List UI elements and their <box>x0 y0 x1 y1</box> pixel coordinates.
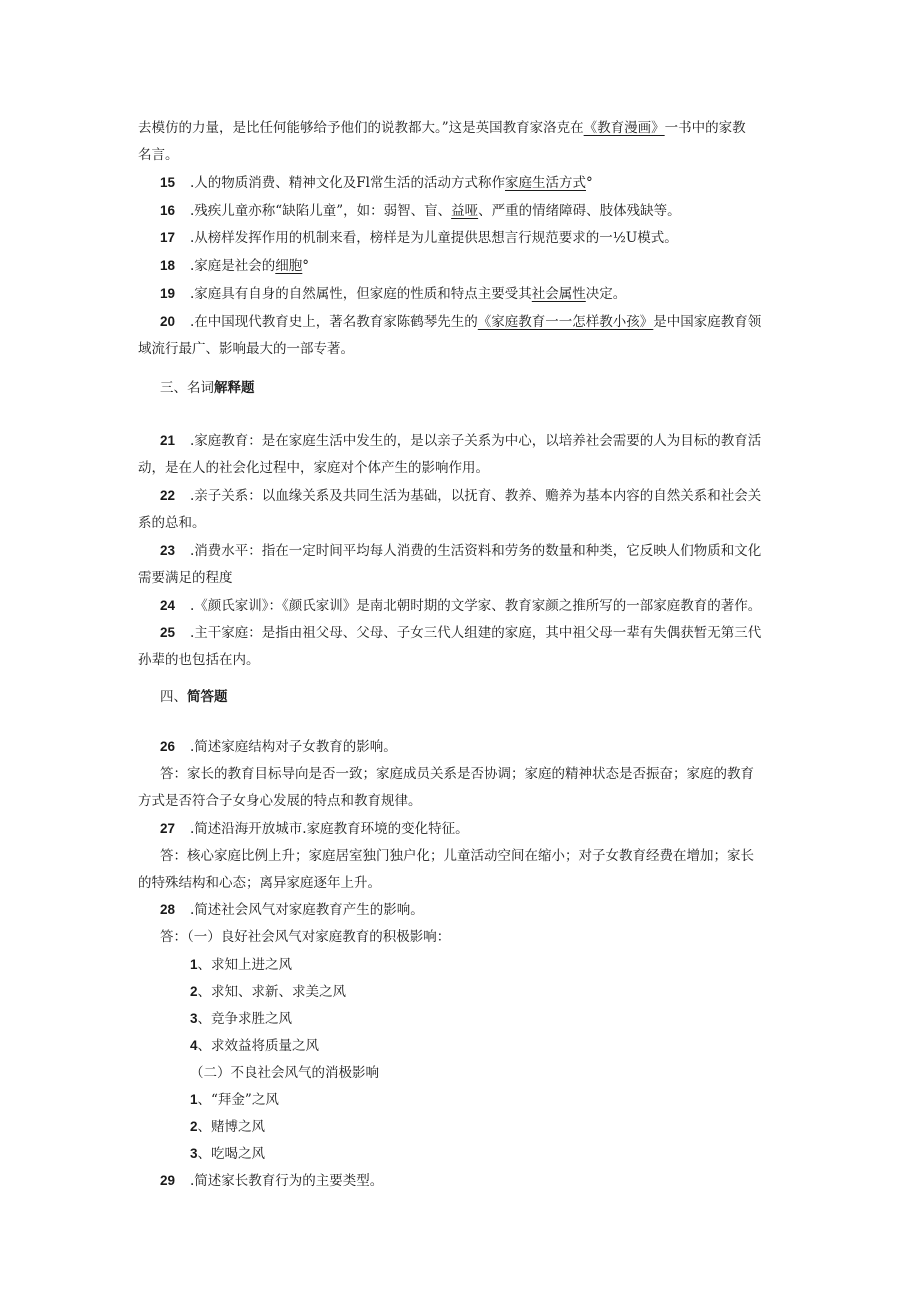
item-number: 27 <box>160 821 176 836</box>
list-number: 2 <box>190 984 198 999</box>
list-number: 4 <box>190 1038 198 1053</box>
item-text: .人的物质消费、精神文化及Fl常生活的活动方式称作 <box>190 175 505 191</box>
answer-27-line-1: 答：核心家庭比例上升；家庭居室独门独户化；儿童活动空间在缩小；对子女教育经费在增加；家长 <box>160 848 754 864</box>
item-number: 23 <box>160 543 176 558</box>
question-26 <box>160 737 397 757</box>
book-title-underlined: 《教育漫画》 <box>583 120 665 136</box>
question-29 <box>160 1171 383 1191</box>
def-22-line-2: 系的总和。 <box>138 515 206 531</box>
answer-26-line-1: 答：家长的教育目标导向是否一致；家庭成员关系是否协调；家庭的精神状态是否振奋；家庭的教育 <box>160 766 754 782</box>
item-number: 19 <box>160 286 176 301</box>
positive-item-4 <box>190 1036 319 1056</box>
item-19 <box>160 284 626 304</box>
item-number: 26 <box>160 739 176 754</box>
list-text: 、赌博之风 <box>197 1119 266 1135</box>
list-number: 3 <box>190 1011 198 1026</box>
question-text: .简述社会风气对家庭教育产生的影响。 <box>190 902 424 918</box>
list-number: 3 <box>190 1146 198 1161</box>
intro-text-end: 一书中的家教 <box>664 120 746 136</box>
list-text: 、求效益将质量之风 <box>197 1038 320 1054</box>
item-15 <box>160 173 593 193</box>
answer-underlined: 家庭生活方式 <box>504 175 586 191</box>
section-title-bold: 解释题 <box>214 380 255 396</box>
item-text-end: ° <box>585 175 593 191</box>
item-text: .亲子关系：以血缘关系及共同生活为基础，以抚育、教养、赡养为基本内容的自然关系和社会关 <box>190 488 762 504</box>
answer-underlined: 益哑 <box>451 203 479 219</box>
negative-item-1 <box>190 1090 279 1110</box>
item-text: .家庭是社会的 <box>190 258 276 274</box>
section-title-bold: 简答题 <box>187 689 228 705</box>
intro-line-1 <box>138 118 746 138</box>
answer-28-head: 答：（一）良好社会风气对家庭教育的积极影响： <box>160 929 451 945</box>
answer-underlined: 细胞 <box>275 258 303 274</box>
question-27 <box>160 819 469 839</box>
item-number: 20 <box>160 314 176 329</box>
intro-text: 去模仿的力量，是比任何能够给予他们的说教都大。”这是英国教育家洛克在 <box>138 120 584 136</box>
item-number: 18 <box>160 258 176 273</box>
negative-heading: （二）不良社会风气的消极影响 <box>190 1065 379 1081</box>
list-text: 、吃喝之风 <box>197 1146 266 1162</box>
item-text: .残疾儿童亦称“缺陷儿童”，如：弱智、盲、 <box>190 203 452 219</box>
item-text-end: 是中国家庭教育领 <box>653 314 762 330</box>
item-text-end: 、严重的情绪障碍、肢体残缺等。 <box>478 203 681 219</box>
intro-line-2: 名言。 <box>138 147 179 163</box>
item-text: .家庭教育：是在家庭生活中发生的，是以亲子关系为中心，以培养社会需要的人为目标的教育活 <box>190 433 762 449</box>
section-prefix: 三、名词 <box>160 380 214 396</box>
question-28 <box>160 900 424 920</box>
list-number: 2 <box>190 1119 198 1134</box>
section-3-heading <box>160 378 255 398</box>
def-21-line-1 <box>160 431 761 451</box>
def-23-line-2: 需要满足的程度 <box>138 570 233 586</box>
item-number: 28 <box>160 902 176 917</box>
positive-item-1 <box>190 955 292 975</box>
item-number: 22 <box>160 488 176 503</box>
def-21-line-2: 动，是在人的社会化过程中，家庭对个体产生的影响作用。 <box>138 460 489 476</box>
negative-item-3 <box>190 1144 265 1164</box>
list-text: 、求知上进之风 <box>197 957 293 973</box>
item-number: 24 <box>160 598 176 613</box>
def-25-line-2: 孙辈的也包括在内。 <box>138 652 260 668</box>
positive-item-3 <box>190 1009 292 1029</box>
item-18 <box>160 256 309 276</box>
item-number: 16 <box>160 203 176 218</box>
item-number: 21 <box>160 433 176 448</box>
def-22-line-1 <box>160 486 761 506</box>
item-number: 29 <box>160 1173 176 1188</box>
item-text: .消费水平：指在一定时间平均每人消费的生活资料和劳务的数量和种类，它反映人们物质和文化 <box>190 543 762 559</box>
section-prefix: 四、 <box>160 689 187 705</box>
item-text-end: 决定。 <box>585 286 627 302</box>
item-20-continuation: 域流行最广、影响最大的一部专著。 <box>138 341 354 357</box>
question-text: .简述家长教育行为的主要类型。 <box>190 1173 384 1189</box>
answer-underlined: 社会属性 <box>531 286 586 302</box>
item-17 <box>160 228 678 248</box>
positive-item-2 <box>190 982 346 1002</box>
list-number: 1 <box>190 1092 198 1107</box>
item-text: .家庭具有自身的自然属性，但家庭的性质和特点主要受其 <box>190 286 532 302</box>
list-text: 、求知、求新、求美之风 <box>197 984 347 1000</box>
def-25-line-1 <box>160 623 761 643</box>
item-text: .从榜样发挥作用的机制来看，榜样是为儿童提供思想言行规范要求的一½U模式。 <box>190 230 678 246</box>
list-number: 1 <box>190 957 198 972</box>
def-24-line-1 <box>160 596 761 616</box>
negative-item-2 <box>190 1117 265 1137</box>
answer-26-line-2: 方式是否符合子女身心发展的特点和教育规律。 <box>138 793 422 809</box>
item-20 <box>160 312 761 332</box>
def-23-line-1 <box>160 541 761 561</box>
item-number: 17 <box>160 230 176 245</box>
item-text-end: ° <box>302 258 310 274</box>
item-number: 15 <box>160 175 176 190</box>
item-text: .在中国现代教育史上，著名教育家陈鹤琴先生的 <box>190 314 478 330</box>
question-text: .简述沿海开放城市.家庭教育环境的变化特征。 <box>190 821 469 837</box>
item-16 <box>160 201 681 221</box>
answer-27-line-2: 的特殊结构和心态；离异家庭逐年上升。 <box>138 875 381 891</box>
list-text: 、竞争求胜之风 <box>197 1011 293 1027</box>
list-text: 、“拜金”之风 <box>197 1092 279 1108</box>
section-4-heading <box>160 687 228 707</box>
item-number: 25 <box>160 625 176 640</box>
item-text: .主干家庭：是指由祖父母、父母、子女三代人组建的家庭，其中祖父母一辈有失偶获暂无第三代 <box>190 625 762 641</box>
answer-underlined: 《家庭教育一一怎样教小孩》 <box>477 314 654 330</box>
item-text: .《颜氏家训》：《颜氏家训》是南北朝时期的文学家、教育家颜之推所写的一部家庭教育的著作。 <box>190 598 762 614</box>
question-text: .简述家庭结构对子女教育的影响。 <box>190 739 397 755</box>
